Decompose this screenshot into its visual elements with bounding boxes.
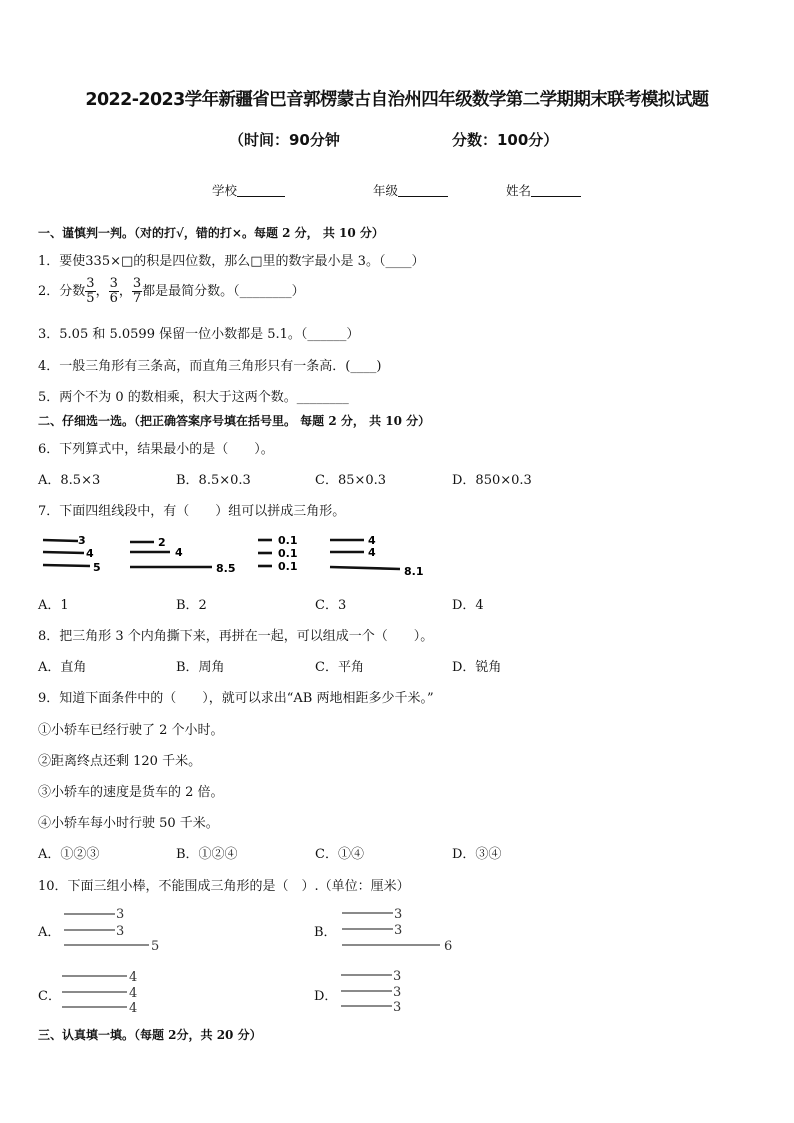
q10-sticks-d — [337, 968, 437, 1020]
q10-option-d[interactable]: D． — [314, 989, 338, 1004]
q7-option-a[interactable]: A．1 — [38, 598, 69, 613]
stick-label: 3 — [393, 985, 402, 1000]
stick-label: 5 — [151, 939, 160, 954]
q9-option-c[interactable]: C．①④ — [315, 847, 364, 862]
segment-label: 4 — [86, 547, 94, 560]
segment-8-1 — [330, 567, 400, 569]
q10-option-a[interactable]: A． — [38, 925, 61, 940]
q10-sticks-b — [338, 905, 468, 955]
q6-option-b[interactable]: B．8.5×0.3 — [176, 473, 251, 488]
stick-label: 4 — [129, 986, 138, 1001]
segment-label: 4 — [175, 546, 183, 559]
segment-5 — [43, 565, 90, 566]
q9-condition-1: ①小轿车已经行驶了 2 个小时。 — [38, 723, 224, 738]
grade-field[interactable] — [373, 181, 448, 199]
question-1: 1．要使335×□的积是四位数，那么□里的数字最小是 3。（____） — [38, 254, 425, 269]
q2-suffix: 都是最简分数。（________） — [142, 284, 305, 299]
question-7: 7．下面四组线段中，有（ ）组可以拼成三角形。 — [38, 504, 346, 519]
stick-label: 3 — [116, 907, 125, 922]
exam-time: （时间：90分钟 — [229, 131, 340, 149]
q7-group-4 — [330, 534, 424, 578]
q6-option-d[interactable]: D．850×0.3 — [452, 473, 532, 488]
q9-option-a[interactable]: A．①②③ — [38, 847, 100, 862]
q9-condition-4: ④小轿车每小时行驶 50 千米。 — [38, 816, 219, 831]
q7-group-2 — [130, 536, 236, 575]
stick-label: 4 — [129, 1001, 138, 1016]
q7-group-3 — [258, 534, 298, 573]
school-label: 学校 — [212, 183, 238, 198]
segment-label: 4 — [368, 546, 376, 559]
segment-label: 4 — [368, 534, 376, 547]
name-field[interactable] — [506, 181, 581, 199]
stick-label: 4 — [129, 970, 138, 985]
fraction-3-7: $\frac{3}{7}$ — [132, 276, 142, 306]
q9-condition-3: ③小轿车的速度是货车的 2 倍。 — [38, 785, 224, 800]
q7-group-1 — [43, 534, 101, 574]
segment-label: 8.1 — [404, 565, 424, 578]
q7-option-b[interactable]: B．2 — [176, 598, 207, 613]
q10-sticks-a — [60, 905, 180, 955]
section1-heading: 一、谨慎判一判。（对的打√，错的打×。每题 2 分， 共 10 分） — [38, 226, 384, 240]
segment-label: 0.1 — [278, 560, 298, 573]
section2-heading: 二、仔细选一选。（把正确答案序号填在括号里。 每题 2 分， 共 10 分） — [38, 414, 431, 428]
stick-label: 3 — [116, 924, 125, 939]
stick-label: 3 — [393, 969, 402, 984]
question-5: 5．两个不为 0 的数相乘，积大于这两个数。________ — [38, 390, 349, 405]
school-field[interactable] — [212, 181, 285, 199]
q10-option-b[interactable]: B． — [314, 925, 337, 940]
exam-score: 分数：100分） — [452, 131, 559, 149]
segment-label: 3 — [78, 534, 86, 547]
section3-heading: 三、认真填一填。（每题 2分，共 20 分） — [38, 1028, 262, 1042]
name-label: 姓名 — [506, 183, 532, 198]
segment-3 — [43, 540, 78, 541]
page-title: 2022-2023学年新疆省巴音郭楞蒙古自治州四年级数学第二学期期末联考模拟试题 — [85, 90, 709, 110]
question-2: 2．分数 $\frac{3}{5}$ ， $\frac{3}{6}$ ， $\frac{3}{7}$ 都是最简分数。（________） — [38, 276, 305, 306]
question-4: 4．一般三角形有三条高，而直角三角形只有一条高．(____) — [38, 359, 382, 374]
q7-option-d[interactable]: D．4 — [452, 598, 484, 613]
fraction-3-6: $\frac{3}{6}$ — [109, 276, 118, 306]
question-3: 3．5.05 和 5.0599 保留一位小数都是 5.1。（______） — [38, 327, 360, 342]
q6-option-c[interactable]: C．85×0.3 — [315, 473, 387, 488]
grade-label: 年级 — [373, 183, 399, 198]
segment-label: 0.1 — [278, 547, 298, 560]
question-9: 9．知道下面条件中的（ ），就可以求出“AB 两地相距多少千米。” — [38, 691, 434, 706]
q8-option-b[interactable]: B．周角 — [176, 660, 225, 675]
q9-condition-2: ②距离终点还剩 120 千米。 — [38, 754, 202, 769]
q8-option-d[interactable]: D．锐角 — [452, 660, 502, 675]
stick-label: 6 — [444, 939, 453, 954]
q8-option-a[interactable]: A．直角 — [38, 660, 87, 675]
q2-prefix: 2．分数 — [38, 284, 86, 299]
q7-option-c[interactable]: C．3 — [315, 598, 347, 613]
question-6: 6．下列算式中，结果最小的是（ ）。 — [38, 442, 274, 457]
q8-option-c[interactable]: C．平角 — [315, 660, 364, 675]
segment-label: 5 — [93, 561, 101, 574]
stick-label: 3 — [393, 1000, 402, 1015]
q10-sticks-c — [58, 968, 158, 1020]
q7-segments-figure — [38, 530, 438, 580]
question-8: 8．把三角形 3 个内角撕下来，再拼在一起，可以组成一个（ ）。 — [38, 629, 434, 644]
segment-label: 0.1 — [278, 534, 298, 547]
stick-label: 3 — [394, 907, 403, 922]
q9-option-b[interactable]: B．①②④ — [176, 847, 238, 862]
segment-label: 2 — [158, 536, 166, 549]
segment-4 — [43, 552, 84, 553]
q9-option-d[interactable]: D．③④ — [452, 847, 502, 862]
segment-label: 8.5 — [216, 562, 236, 575]
question-10: 10．下面三组小棒，不能围成三角形的是（ ）.（单位：厘米） — [38, 879, 410, 894]
q6-option-a[interactable]: A．8.5×3 — [38, 473, 101, 488]
stick-label: 3 — [394, 923, 403, 938]
fraction-3-5: $\frac{3}{5}$ — [86, 276, 95, 306]
q10-option-c[interactable]: C． — [38, 989, 61, 1004]
